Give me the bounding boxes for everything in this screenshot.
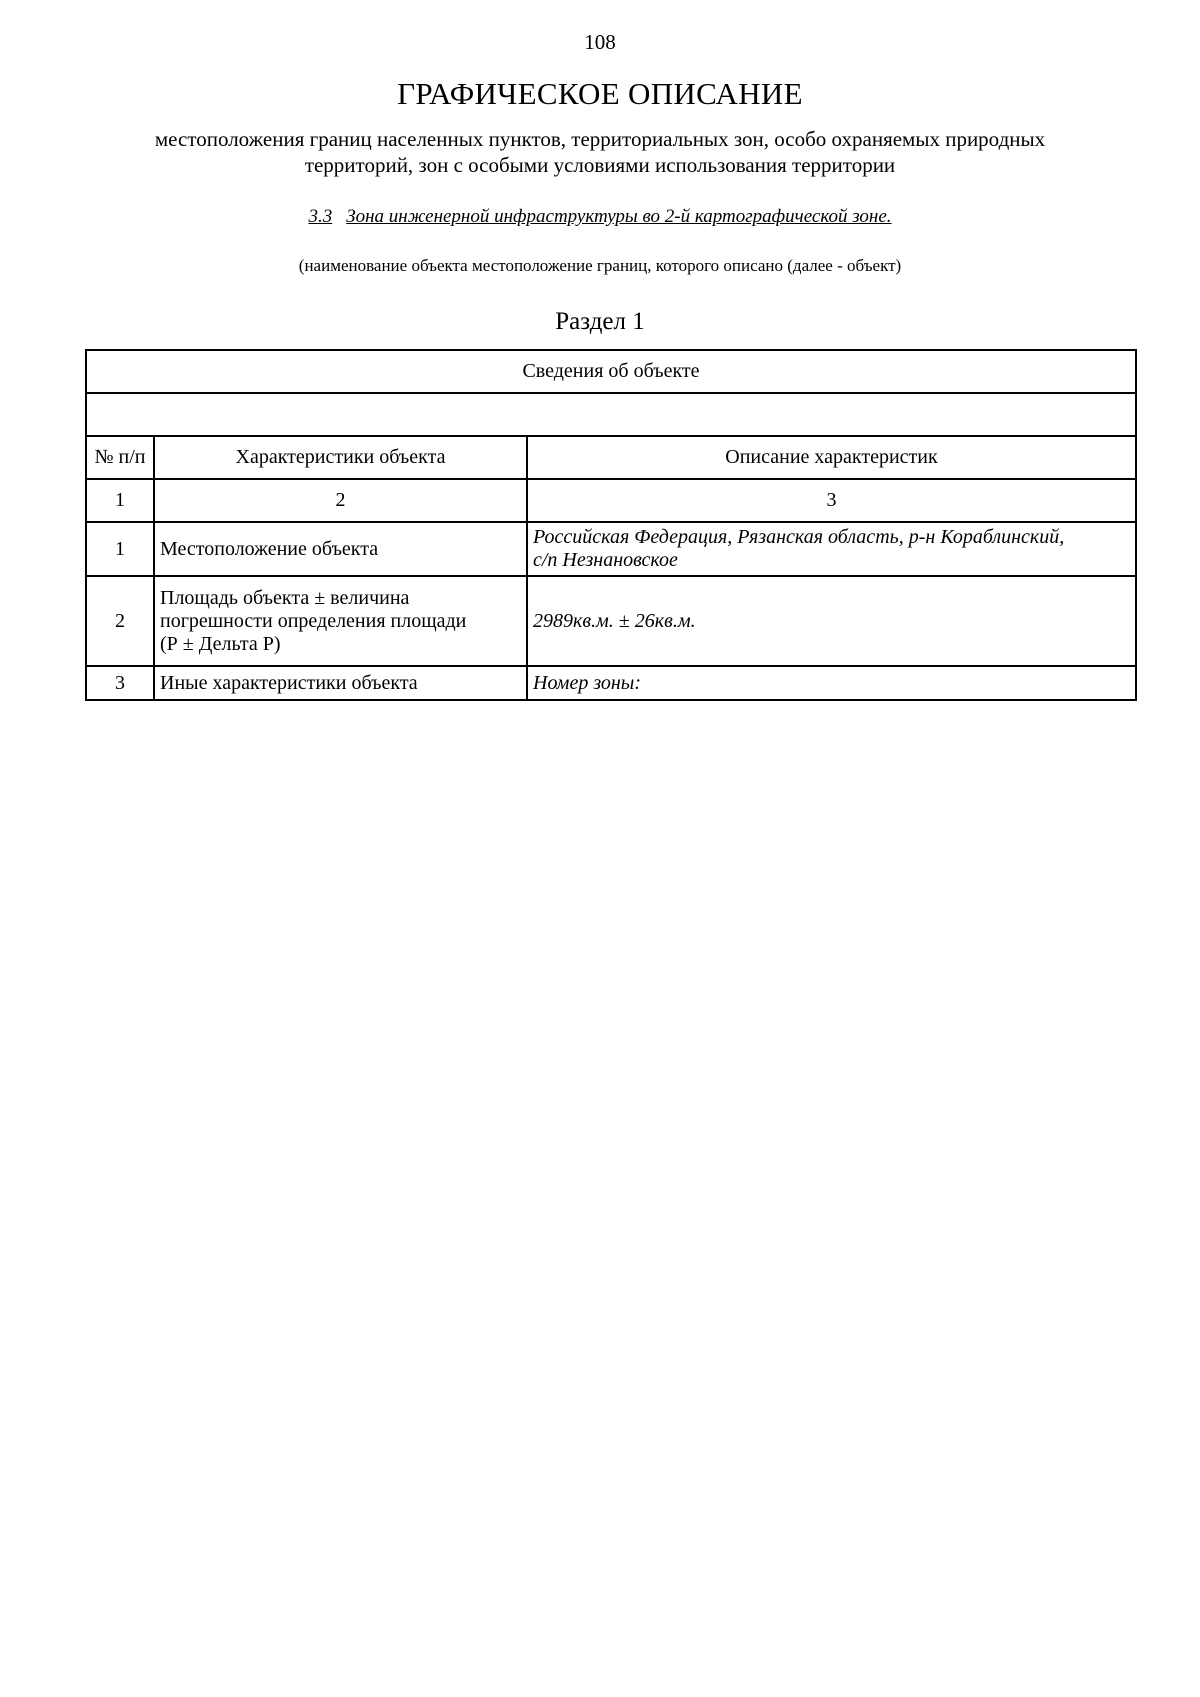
row-description: Номер зоны: <box>527 666 1136 700</box>
row-number: 1 <box>86 522 154 576</box>
row-number: 3 <box>86 666 154 700</box>
row-characteristic-line-3: (Р ± Дельта Р) <box>160 632 281 655</box>
column-header-number: № п/п <box>86 436 154 479</box>
object-name-text: Зона инженерной инфраструктуры во 2-й картографической зоне. <box>346 206 892 227</box>
subtitle-line-2: территорий, зон с особыми условиями использования территории <box>304 153 896 177</box>
object-caption: (наименование объекта местоположение границ, которого описано (далее - объект) <box>298 256 902 275</box>
column-header-characteristic: Характеристики объекта <box>154 436 527 479</box>
table-row <box>86 666 1136 700</box>
column-header-description: Описание характеристик <box>527 436 1136 479</box>
table-row <box>86 522 1136 576</box>
object-name <box>0 206 1200 228</box>
document-subtitle <box>60 126 1140 178</box>
row-characteristic-line-1: Площадь объекта ± величина <box>160 586 410 609</box>
subtitle-line-1: местоположения границ населенных пунктов, территориальных зон, особо охраняемых природных <box>154 127 1046 151</box>
row-characteristic: Местоположение объекта <box>154 522 527 576</box>
table-header-row <box>86 436 1136 479</box>
table-empty-row <box>86 393 1136 436</box>
row-number: 2 <box>86 576 154 666</box>
table-row <box>86 576 1136 666</box>
table-heading: Сведения об объекте <box>86 350 1136 393</box>
column-number-1: 1 <box>86 479 154 522</box>
row-description <box>527 522 1136 576</box>
row-description-line-1: Российская Федерация, Рязанская область, р-н Кораблинский, <box>533 526 1065 548</box>
column-number-2: 2 <box>154 479 527 522</box>
row-characteristic-line-2: погрешности определения площади <box>160 609 467 632</box>
column-number-3: 3 <box>527 479 1136 522</box>
page-number: 108 <box>584 30 616 54</box>
row-description-line-2: с/п Незнановское <box>533 549 678 571</box>
table-heading-row <box>86 350 1136 393</box>
document-title: ГРАФИЧЕСКОЕ ОПИСАНИЕ <box>397 76 803 111</box>
section-title: Раздел 1 <box>555 308 645 335</box>
object-info-table <box>85 349 1137 701</box>
object-number: 3.3 <box>308 206 333 227</box>
row-description: 2989кв.м. ± 26кв.м. <box>527 576 1136 666</box>
row-characteristic <box>154 576 527 666</box>
table-empty-cell <box>86 393 1136 436</box>
table-column-numbers-row <box>86 479 1136 522</box>
row-characteristic: Иные характеристики объекта <box>154 666 527 700</box>
